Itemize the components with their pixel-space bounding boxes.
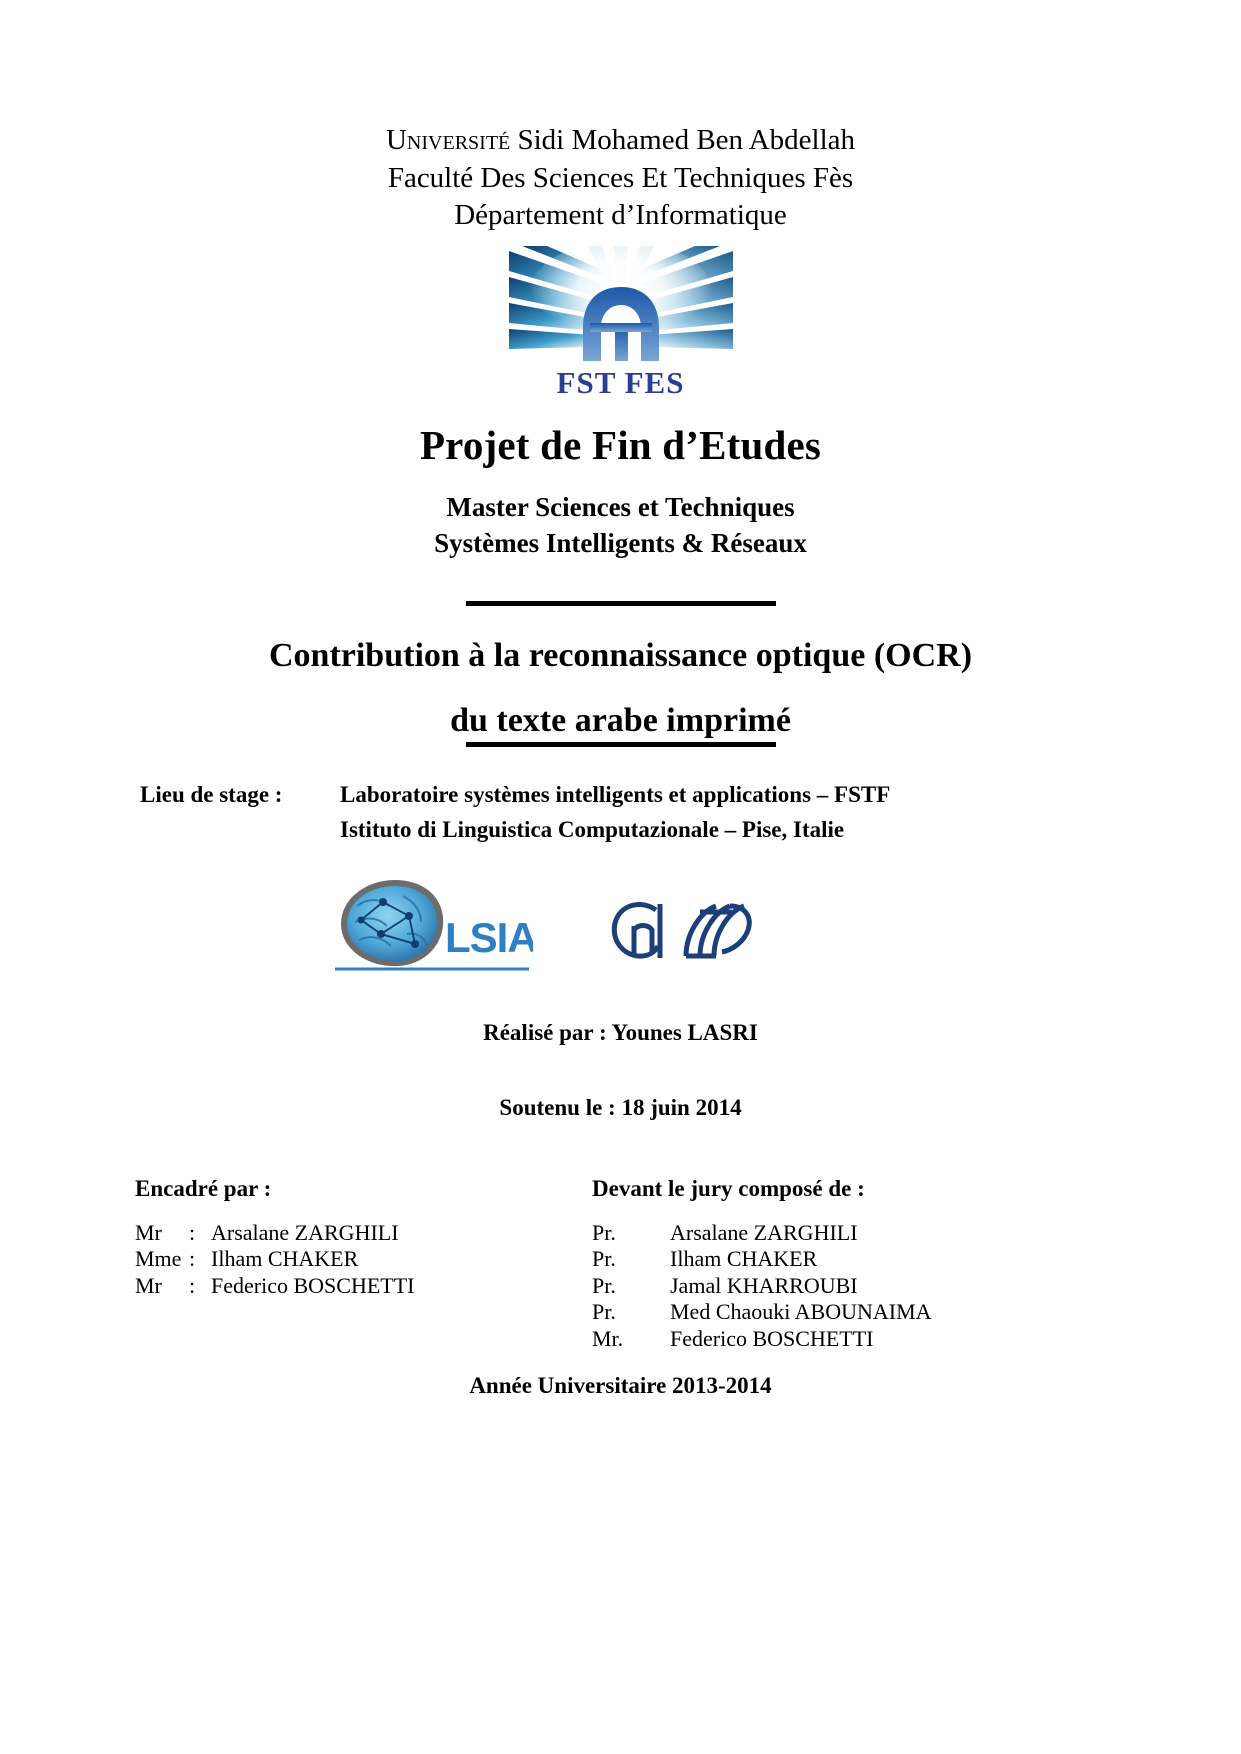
- author-line: Réalisé par : Younes LASRI: [483, 1020, 758, 1045]
- person-separator: :: [189, 1246, 196, 1272]
- internship-row: [140, 778, 1120, 848]
- person-separator: :: [189, 1272, 196, 1298]
- person-separator: :: [189, 1220, 196, 1245]
- academic-year: Année Universitaire 2013-2014: [469, 1373, 772, 1398]
- list-item: [592, 1220, 1152, 1246]
- program-line-1: Master Sciences et Techniques: [446, 492, 795, 522]
- internship-block: [140, 778, 1120, 848]
- cnr-ilc-logo: [600, 882, 775, 982]
- list-item: [135, 1273, 595, 1299]
- internship-place-1: Laboratoire systèmes intelligents et applications – FSTF: [340, 782, 891, 807]
- thesis-title-line-2: du texte arabe imprimé: [450, 701, 791, 739]
- person-name: Ilham CHAKER: [211, 1246, 359, 1272]
- person-name: Federico BOSCHETTI: [211, 1272, 415, 1298]
- university-line: [0, 122, 1241, 160]
- svg-text:LSIA: LSIA: [445, 914, 533, 961]
- title-rule-bottom: [466, 742, 776, 747]
- university-rest: Sidi Mohamed Ben Abdellah: [510, 124, 855, 156]
- jury-column: [592, 1176, 1152, 1352]
- people-columns: [0, 1176, 1241, 1376]
- person-title: Pr.: [592, 1246, 616, 1272]
- fst-burst-graphic: [492, 243, 750, 361]
- person-name: Arsalane ZARGHILI: [211, 1220, 399, 1245]
- person-title: Mr: [135, 1220, 162, 1245]
- person-title: Mr: [135, 1272, 162, 1298]
- program-line-2: Systèmes Intelligents & Réseaux: [434, 528, 807, 559]
- fst-fes-logo-text: FST FES: [556, 365, 685, 400]
- list-item: [135, 1246, 595, 1272]
- person-title: Mr.: [592, 1325, 624, 1351]
- person-title: Pr.: [592, 1220, 616, 1245]
- thesis-title-line-1: Contribution à la reconnaissance optique (OCR): [268, 637, 973, 674]
- person-title: Pr.: [592, 1299, 616, 1325]
- person-title: Mme: [135, 1246, 182, 1272]
- supervisors-heading: Encadré par :: [135, 1176, 272, 1201]
- person-name: Med Chaouki ABOUNAIMA: [670, 1299, 932, 1325]
- person-name: Federico BOSCHETTI: [670, 1325, 874, 1351]
- thesis-title: [0, 624, 1241, 753]
- internship-label: Lieu de stage :: [140, 782, 283, 807]
- department-line: Département d’Informatique: [454, 199, 787, 232]
- title-rule-top: [466, 601, 776, 606]
- list-item: [592, 1299, 1152, 1325]
- person-name: Arsalane ZARGHILI: [670, 1220, 858, 1245]
- fst-burst-svg: [492, 243, 750, 361]
- partner-logos: [0, 872, 1241, 1002]
- university-smallcaps: Université: [385, 124, 511, 156]
- supervisors-column: [135, 1176, 595, 1299]
- list-item: [592, 1246, 1152, 1272]
- cnr-ilc-logo-svg: [600, 882, 775, 982]
- person-name: Ilham CHAKER: [670, 1246, 818, 1272]
- internship-places: [340, 778, 1120, 848]
- list-item: [135, 1220, 595, 1246]
- program-block: [0, 489, 1241, 561]
- faculty-line: Faculté Des Sciences Et Techniques Fès: [387, 161, 854, 194]
- jury-heading: Devant le jury composé de :: [592, 1176, 865, 1201]
- institution-header: [0, 122, 1241, 235]
- person-title: Pr.: [592, 1272, 616, 1298]
- person-name: Jamal KHARROUBI: [670, 1272, 858, 1298]
- lsia-logo: [323, 872, 533, 990]
- document-type-title: Projet de Fin d’Etudes: [419, 422, 822, 468]
- defense-date-line: Soutenu le : 18 juin 2014: [499, 1095, 742, 1120]
- lsia-logo-svg: [323, 872, 533, 990]
- fst-fes-logo: [492, 243, 750, 415]
- internship-place-2: Istituto di Linguistica Computazionale – Pise, Italie: [340, 816, 845, 842]
- list-item: [592, 1273, 1152, 1299]
- list-item: [592, 1326, 1152, 1352]
